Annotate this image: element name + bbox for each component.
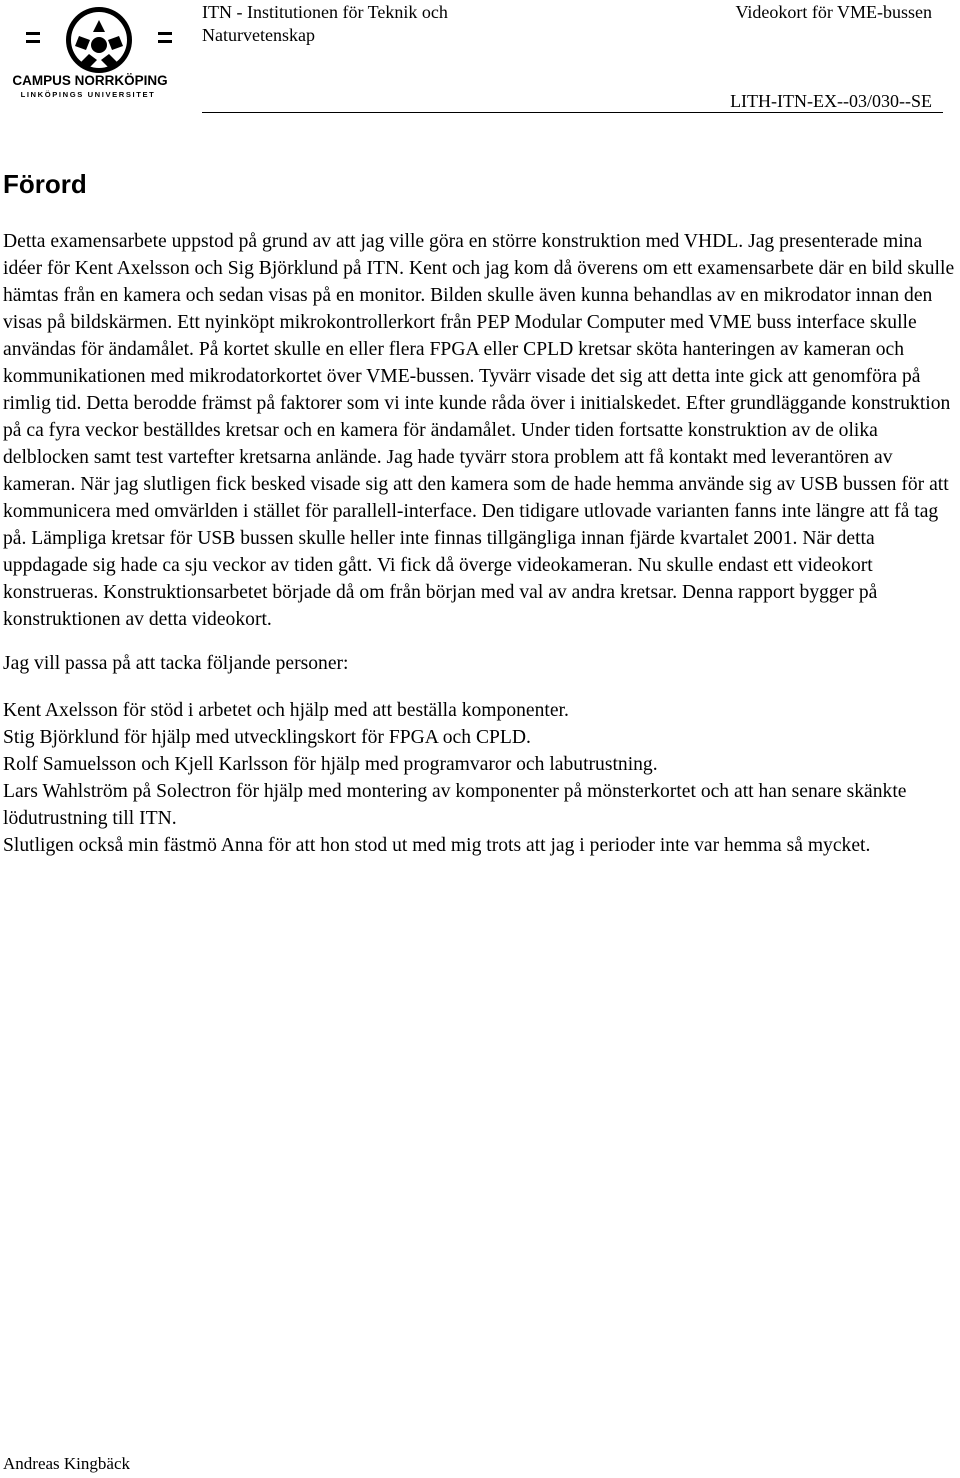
thanks-intro: Jag vill passa på att tacka följande personer:	[3, 653, 349, 674]
svg-text:CAMPUS NORRKÖPING: CAMPUS NORRKÖPING	[12, 73, 168, 88]
acknowledgements-list	[3, 697, 958, 859]
page-header	[0, 0, 960, 114]
header-divider	[202, 112, 943, 113]
institution-line-1: ITN - Institutionen för Teknik och	[202, 2, 448, 22]
university-logo	[4, 4, 176, 100]
acknowledgement-item: Stig Björklund för hjälp med utvecklingskort för FPGA och CPLD.	[3, 727, 531, 748]
foreword-paragraph: Detta examensarbete uppstod på grund av att jag ville göra en större konstruktion med VHDL. Jag presenterade mina idéer för Kent Axelsson och Sig Björklund på ITN. Kent och jag kom då överens om ett examensarbete där en bild skulle hämtas från en kamera och sedan visas på en monitor. Bilden skulle även kunna behandlas av en mikrodator innan den visas på bildskärmen. Ett nyinköpt mikrokontrollerkort från PEP Modular Computer med VME buss interface skulle användas för ändamålet. På kortet skulle en eller flera FPGA eller CPLD kretsar sköta hanteringen av kameran och kommunikationen med mikrodatorkortet över VME-bussen. Tyvärr visade det sig att detta inte gick att genomföra på rimlig tid. Detta berodde främst på faktorer som vi inte kunde råda över i initialskedet. Efter grundläggande konstruktion på ca fyra veckor beställdes kretsar och en kamera för ändamålet. Under tiden fortsatte konstruktion av de olika delblocken samt test vartefter kretsarna anlände. Jag hade tyvärr stora problem att få kontakt med leverantören av kameran. När jag slutligen fick besked visade sig att den kamera som de hade hemma använde sig av USB bussen för att kommunicera med omvärlden i stället för parallell-interface. Den tidigare utlovade varianten fanns inte längre att få tag på. Lämpliga kretsar för USB bussen skulle heller inte finnas tillgängliga innan fjärde kvartalet 2001. När detta uppdagade sig hade ca sju veckor av tiden gått. Vi fick då överge videokameran. Nu skulle endast ett videokort konstrueras. Konstruktionsarbetet började då om från början med val av andra kretsar. Denna rapport bygger på konstruktionen av detta videokort.	[3, 231, 955, 630]
section-heading: Förord	[3, 169, 87, 199]
acknowledgement-item: Lars Wahlström på Solectron för hjälp med montering av komponenter på mönsterkortet och att han senare skänkte lödutrustning till ITN.	[3, 781, 907, 829]
acknowledgement-item: Slutligen också min fästmö Anna för att hon stod ut med mig trots att jag i perioder inte var hemma så mycket.	[3, 835, 871, 856]
document-title: Videokort för VME-bussen	[735, 2, 932, 22]
institution-line-2: Naturvetenskap	[202, 25, 315, 45]
acknowledgement-item: Rolf Samuelsson och Kjell Karlsson för hjälp med programvaror och labutrustning.	[3, 754, 658, 775]
institution-name	[202, 1, 448, 47]
foreword-content	[3, 228, 958, 859]
acknowledgement-item: Kent Axelsson för stöd i arbetet och hjälp med att beställa komponenter.	[3, 700, 569, 721]
author-name: Andreas Kingbäck	[3, 1454, 130, 1473]
report-code: LITH-ITN-EX--03/030--SE	[730, 91, 932, 111]
svg-text:LINKÖPINGS UNIVERSITET: LINKÖPINGS UNIVERSITET	[20, 90, 156, 99]
